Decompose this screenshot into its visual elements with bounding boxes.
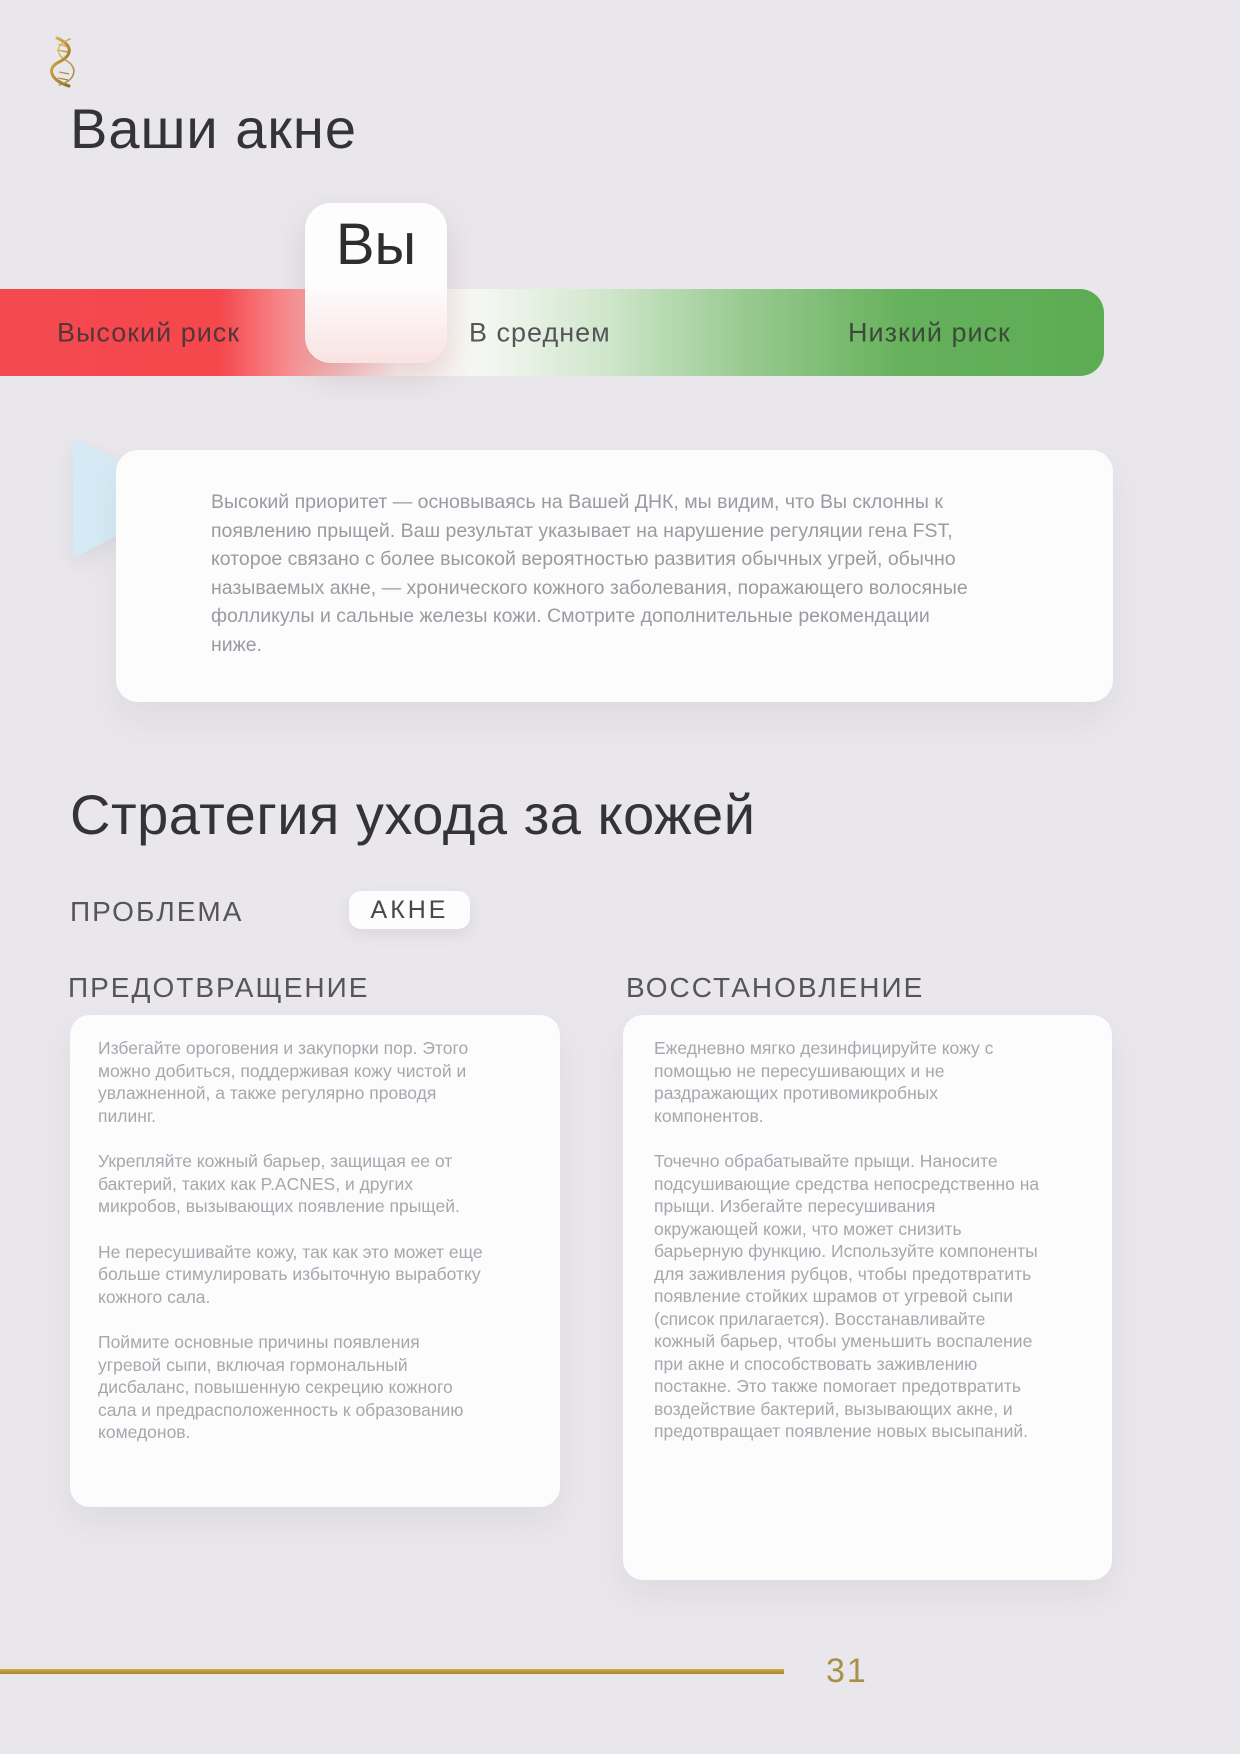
restoration-card bbox=[623, 1015, 1112, 1580]
footer-gold-rule bbox=[0, 1669, 784, 1674]
prevention-paragraph: Укрепляйте кожный барьер, защищая ее от бактерий, таких как P.ACNES, и других микробов, вызывающих появление прыщей. bbox=[98, 1151, 460, 1216]
page-number: 31 bbox=[826, 1652, 868, 1690]
page-title: Ваши акне bbox=[70, 97, 357, 160]
risk-label-high: Высокий риск bbox=[57, 317, 241, 347]
section-title: Стратегия ухода за кожей bbox=[70, 783, 756, 846]
prevention-card bbox=[70, 1015, 560, 1507]
risk-marker-label: Вы bbox=[335, 212, 417, 277]
dna-logo-icon bbox=[48, 36, 78, 88]
risk-label-average: В среднем bbox=[469, 317, 611, 347]
prevention-paragraph: Не пересушивайте кожу, так как это может еще больше стимулировать избыточную выработку кожного сала. bbox=[98, 1241, 483, 1307]
prevention-card-body bbox=[98, 1037, 486, 1444]
risk-position-marker bbox=[305, 203, 447, 363]
restoration-paragraph: Точечно обрабатывайте прыщи. Наносите подсушивающие средства непосредственно на прыщи. Избегайте пересушивания окружающей кожи, что может снизить барьерную функцию. Используйте компоненты для заживления рубцов, чтобы предотвратить появление стойких шрамов от угревой сыпи (список прилагается). Восстанавливайте кожный барьер, чтобы уменьшить воспаление при акне и способствовать заживлению постакне. Это также помогает предотвратить воздействие бактерий, вызывающих акне, и предотвращает появление новых высыпаний. bbox=[654, 1151, 1040, 1441]
priority-callout-card bbox=[116, 450, 1113, 702]
problem-value: АКНЕ bbox=[370, 895, 449, 924]
risk-gradient-bar bbox=[0, 289, 1104, 376]
prevention-paragraph: Избегайте ороговения и закупорки пор. Этого можно добиться, поддерживая кожу чистой и увлажненной, а также регулярно проводя пилинг. bbox=[98, 1038, 469, 1126]
restoration-paragraph: Ежедневно мягко дезинфицируйте кожу с помощью не пересушивающих и не раздражающих противомикробных компонентов. bbox=[654, 1038, 994, 1126]
problem-label: ПРОБЛЕМА bbox=[70, 896, 244, 927]
problem-value-chip bbox=[349, 891, 470, 929]
risk-label-low: Низкий риск bbox=[848, 317, 1011, 347]
restoration-card-body bbox=[654, 1037, 1042, 1443]
priority-callout-text: Высокий приоритет — основываясь на Вашей ДНК, мы видим, что Вы склонны к появлению прыщей. Ваш результат указывает на нарушение регуляции гена FST, которое связано с более высокой вероятностью развития обычных угрей, обычно называемых акне, — хронического кожного заболевания, поражающего волосяные фолликулы и сальные железы кожи. Смотрите дополнительные рекомендации ниже. bbox=[211, 491, 968, 656]
column-header-restoration: ВОССТАНОВЛЕНИЕ bbox=[626, 972, 925, 1003]
column-header-prevention: ПРЕДОТВРАЩЕНИЕ bbox=[68, 972, 370, 1003]
prevention-paragraph: Поймите основные причины появления угревой сыпи, включая гормональный дисбаланс, повышенную секрецию кожного сала и предрасположенность к образованию комедонов. bbox=[98, 1332, 464, 1442]
